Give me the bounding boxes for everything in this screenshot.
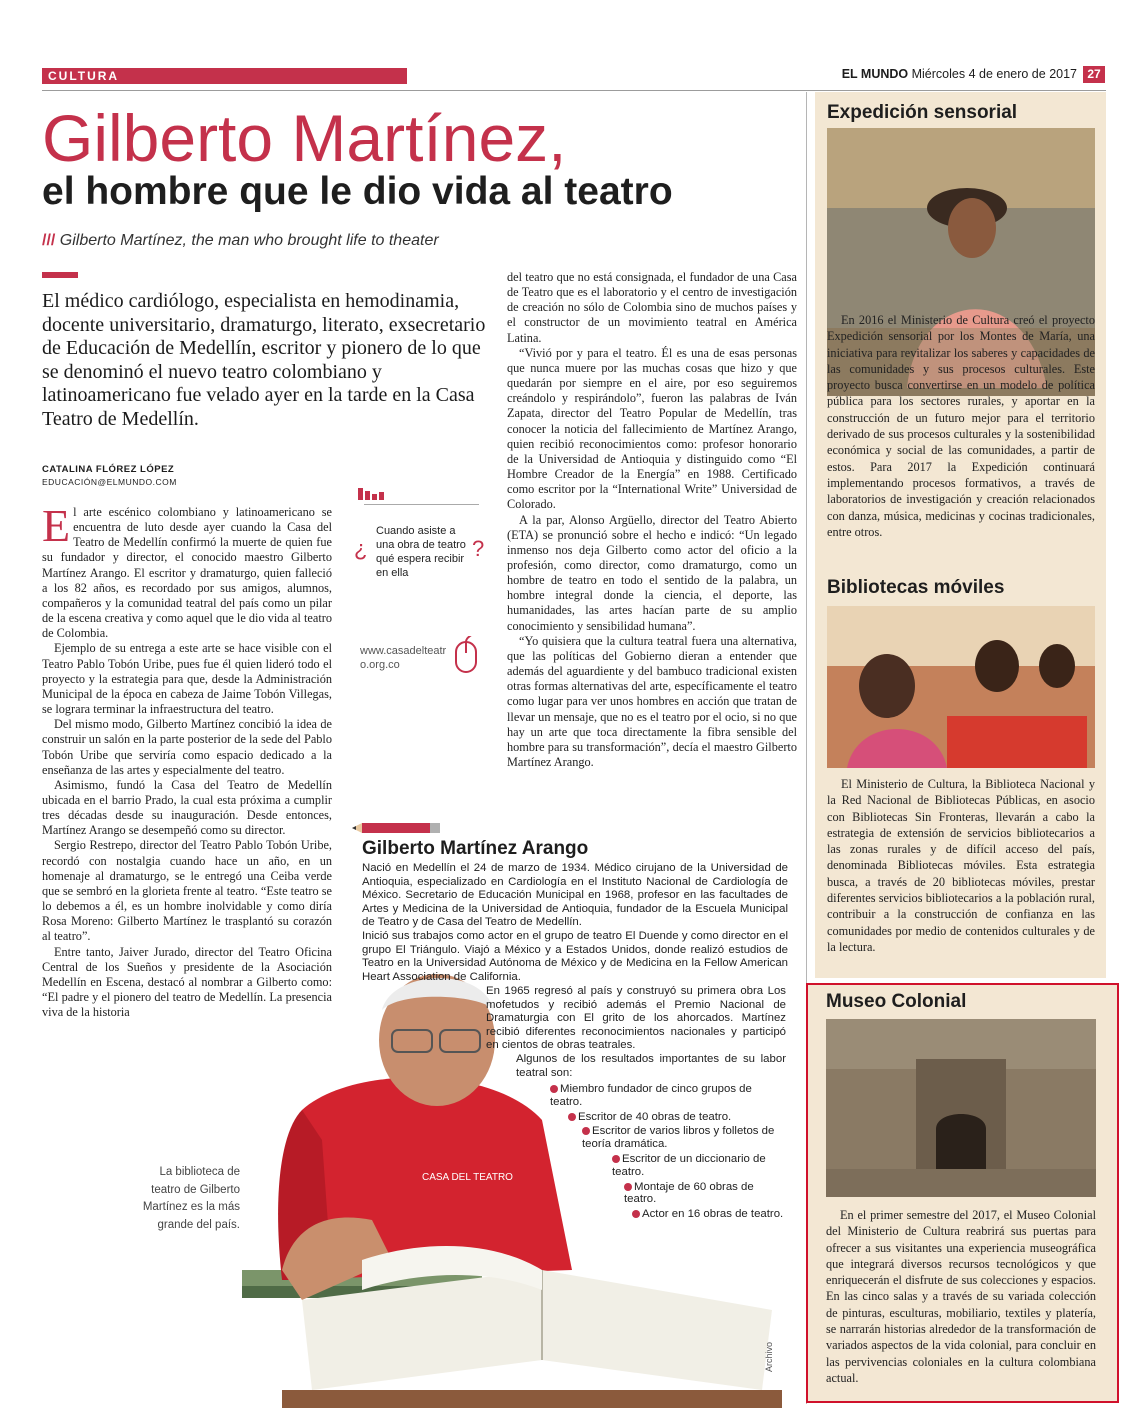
- achievement-item: [550, 1111, 786, 1124]
- subtitle-text: Gilberto Martínez, the man who brought life to theater: [59, 232, 439, 249]
- reader-question-box: [354, 486, 484, 676]
- article-column-2: [507, 270, 797, 770]
- achievement-item: [550, 1181, 786, 1207]
- shirt-logo-text: CASA DEL TEATRO: [422, 1172, 513, 1183]
- museo-colonial-box: [806, 983, 1119, 1403]
- bibliotecas-text: [827, 776, 1095, 955]
- paragraph: Ejemplo de su entrega a este arte se hace visible con el Teatro Pablo Tobón Uribe, pues fue él quien lideró todo el proyecto y la estrategia para que, desde la Administración Municipal de la época en cabeza de Jaime Tobón Villegas, se lograra terminar la infraestructura del teatro.: [42, 641, 332, 717]
- museo-text: [826, 1207, 1096, 1386]
- header-rule: [42, 90, 1106, 91]
- pencil-icon: [352, 822, 442, 834]
- museo-paragraph: En el primer semestre del 2017, el Museo Colonial del Ministerio de Cultura reabrirá sus puertas para ofrecer a sus visitantes una experiencia museográfica que integrará diversos recursos tecnológicos y que enriquecerán el disfrute de sus colecciones y espacios. En las cinco salas y a través de su variada colección de pinturas, esculturas, mobiliario, textiles y platería, se narrarán historias alrededor de la transformación de variados aspectos de la vida colonial, para concluir en las pervivencias coloniales en la cultura colombiana actual.: [826, 1208, 1096, 1385]
- photo-credit: Archivo: [764, 1341, 774, 1372]
- achievement-text: Escritor de un diccionario de teatro.: [612, 1152, 766, 1178]
- author-email: EDUCACIÓN@ELMUNDO.COM: [42, 477, 177, 487]
- subtitle-marker: ///: [42, 232, 56, 249]
- english-subtitle: [42, 232, 439, 250]
- drop-cap: E: [42, 500, 71, 551]
- achievement-text: Escritor de varios libros y folletos de teoría dramática.: [582, 1125, 775, 1151]
- achievement-text: Montaje de 60 obras de teatro.: [624, 1180, 754, 1206]
- achievements-list: [550, 1083, 786, 1221]
- paragraph: “Vivió por y para el teatro. Él es una de esas personas que nunca muere por las muchas cosas que hizo y que quedarán por siempre en el aire, por eso seguiremos creándolo y respirándolo”, fueron las palabras de Iván Zapata, director del Teatro Popular de Medellín, tras conocer la noticia del fallecimiento de Martínez Arango, quien recibió reconocimientos como: profesor honorario de la Universidad de Antioquia y distinguido como “El Hombre Creador de la Energía” en 1988. Certificado como escritor por la “International Write” Universidad de Colorado.: [507, 345, 797, 512]
- paragraph: Asimismo, fundó la Casa del Teatro de Medellín ubicada en el barrio Prado, la cual esta próxima a cumplir tres décadas desde su inauguración. Desde entonces, Martínez Arango se desempeñó como su director.: [42, 777, 332, 838]
- paragraph: “Yo quisiera que la cultura teatral fuera una alternativa, que las políticas del Gobierno dieran a entender que además del aguardiente y del bambuco tradicional existen otras formas alternativas del arte, específicamente el teatro como lugar para ver unos hombres en acción que tratan de llevar un mensaje, que no es el teatro por el ocio, si no que hay un arte que toca directamente la fibra sensible del hombre para su transformación”, decía el maestro Gilberto Martínez Arango.: [507, 633, 797, 769]
- website-link[interactable]: www.casadelteatro.org.co: [360, 645, 447, 671]
- bio-text-2: [486, 985, 786, 1080]
- paragraph: Entre tanto, Jaiver Jurado, director del Teatro Oficina Central de los Sueños y presidente de la Asociación Medellín en Escena, destacó al nombrar a Gilberto como: “El padre y el pionero del teatro de Medellín. La presencia viva de la historia: [42, 944, 332, 1020]
- bio-paragraph: Inició sus trabajos como actor en el grupo de teatro El Duende y como director en el grupo El Triángulo. Viajó a México y a Estados Unidos, donde realizó estudios de Teatro en la Universidad Autónoma de México y de Medicina en la Fellow American Heart Association de California.: [362, 929, 788, 983]
- paragraph: del teatro que no está consignada, el fundador de una Casa de Teatro que es el laboratorio y el centro de investigación de creación no sólo de Colombia sino de muchos países y el constructor de un movimiento teatral en América Latina.: [507, 270, 797, 345]
- headline-line-1: Gilberto Martínez,: [42, 101, 567, 175]
- expedicion-paragraph: En 2016 el Ministerio de Cultura creó el proyecto Expedición sensorial por los Montes de María, una iniciativa para revitalizar los saberes y capacidades de las comunidades y sus procesos culturales. Este proyecto busca convertirse en un modelo de política pública para los sectores rurales, y aportar en la construcción de un futuro mejor para el territorio derivado de sus procesos culturales y la sostenibilidad económica y social de las comunidades, a partir de estos. Para 2017 la Expedición continuará implementando procesos formativos, a través de laboratorios de investigación y creación relacionados con danza, música, medicinas y cocinas tradicionales, entre otros.: [827, 313, 1095, 539]
- reader-question: Cuando asiste a una obra de teatro qué espera recibir en ella: [376, 525, 466, 579]
- achievement-item: [550, 1125, 786, 1151]
- lead-accent-bar: [42, 272, 78, 278]
- bullet-icon: [582, 1127, 590, 1135]
- bibliotecas-title: Bibliotecas móviles: [827, 577, 1005, 598]
- question-open-mark: ¿: [354, 536, 368, 561]
- headline-line-2: el hombre que le dio vida al teatro: [42, 170, 673, 213]
- bio-title: Gilberto Martínez Arango: [362, 838, 589, 859]
- lead-paragraph: El médico cardiólogo, especialista en hemodinamia, docente universitario, dramaturgo, literato, exsecretario de Educación de Medellín, escritor y pionero de lo que se denominó el nuevo teatro colombiano y latinoamericano fue velado ayer en la tarde en la Casa Teatro de Medellín.: [42, 290, 486, 430]
- mouse-icon: [454, 636, 478, 674]
- issue-date: Miércoles 4 de enero de 2017: [911, 67, 1077, 81]
- achievement-item: [550, 1153, 786, 1179]
- bio-text-1: [362, 862, 788, 984]
- paragraph: [42, 500, 332, 641]
- newspaper-name: EL MUNDO: [841, 67, 909, 81]
- byline: [42, 464, 177, 488]
- bullet-icon: [568, 1113, 576, 1121]
- bio-paragraph: Nació en Medellín el 24 de marzo de 1934. Médico cirujano de la Universidad de Antioquia, especializado en Cardiología en el Instituto Nacional de Cardiología de México. Secretario de Educación Municipal en 1968, profesor en las facultades de Artes y Medicina de la Universidad de Antioquia, fundador de la Escuela Municipal de Teatro y de Casa del Teatro de Medellín.: [362, 862, 788, 929]
- bibliotecas-paragraph: El Ministerio de Cultura, la Biblioteca Nacional y la Red Nacional de Bibliotecas Públicas, en asocio con Bibliotecas Sin Fronteras, llevarán a cabo la estrategia de extensión de servicios bibliotecarios a las zonas rurales y de difícil acceso del país, denominada Bibliotecas móviles. Esta estrategia busca, a través de 20 bibliotecas móviles, prestar diferentes servicios bibliotecarios a la población rural, contribuir a la construcción de confianza en las comunidades por medio de contenidos culturales y de la lectura.: [827, 777, 1095, 954]
- bio-paragraph: Algunos de los resultados importantes de su labor teatral son:: [516, 1052, 786, 1079]
- paragraph: Sergio Restrepo, director del Teatro Pablo Tobón Uribe, recordó con nostalgia cuando hace un año, en un homenaje al dramaturgo, se le entregó una Ceiba verde que se sembró en la glorieta frente al teatro. “Este teatro se lo debemos a él, es un hombre inolvidable y como diría Rosa Moreno: Gilberto Martínez le trasplantó su corazón al teatro”.: [42, 838, 332, 944]
- section-tag: CULTURA: [42, 68, 407, 84]
- bullet-icon: [550, 1085, 558, 1093]
- expedicion-text: [827, 312, 1095, 540]
- museo-photo: [826, 1019, 1096, 1197]
- museo-title: Museo Colonial: [826, 991, 967, 1012]
- achievement-text: Escritor de 40 obras de teatro.: [578, 1110, 732, 1123]
- masthead: [815, 66, 1077, 82]
- author-name: CATALINA FLÓREZ LÓPEZ: [42, 464, 175, 475]
- photo-caption: La biblioteca de teatro de Gilberto Martínez es la más grande del país.: [142, 1166, 240, 1231]
- bio-paragraph: En 1965 regresó al país y construyó su primera obra Los mofetudos y recibió además el Premio Nacional de Dramaturgia con El grito de los ahorcados. Martínez recibió diferentes reconocimientos nacionales y participó en cientos de obras teatrales.: [486, 985, 786, 1052]
- expedicion-title: Expedición sensorial: [827, 102, 1018, 123]
- bullet-icon: [632, 1210, 640, 1218]
- bullet-icon: [612, 1155, 620, 1163]
- chat-icon: [358, 488, 388, 502]
- article-column-1: [42, 500, 332, 1020]
- achievement-text: Miembro fundador de cinco grupos de teatro.: [550, 1083, 752, 1108]
- paragraph: A la par, Alonso Argüello, director del Teatro Abierto (ETA) se pronunció sobre el hecho e indicó: “Un legado inmenso nos deja Gilberto como actor del oficio a la profesión, como director, como dramaturgo, como un hombre de teatro en todo el sentido de la palabra, un hombre integral donde la ciencia, el deporte, las humanidades, las artes hacían parte de su amplio conocimiento y sensibilidad humana”.: [507, 512, 797, 633]
- question-close-mark: ?: [472, 536, 485, 561]
- sidebar: [815, 92, 1106, 978]
- paragraph: Del mismo modo, Gilberto Martínez concibió la idea de construir un salón en la parte posterior de la sede del Pablo Tobón Uribe que serviría como espacio dedicado a la enseñanza de las artes y especialmente del teatro.: [42, 717, 332, 777]
- achievement-item: [550, 1083, 786, 1109]
- bullet-icon: [624, 1183, 632, 1191]
- achievement-item: [550, 1208, 786, 1221]
- achievement-text: Actor en 16 obras de teatro.: [642, 1208, 784, 1221]
- bibliotecas-photo: [827, 606, 1095, 768]
- paragraph-text: l arte escénico colombiano y latinoamericano se encuentra de luto desde ayer cuando la Casa del Teatro de Medellín confirmó la muerte de quien fue su fundador y director, el conocido maestro Gilberto Martínez Arango. El escritor y dramaturgo, quien falleció a los 82 años, es recordado por sus amigos, alumnos, compañeros y la comunidad teatral del país como un pilar de la escena creativa y como aquel que le dio vida al teatro de Colombia.: [42, 505, 332, 641]
- page-number: 27: [1083, 66, 1105, 83]
- box-divider: [364, 504, 479, 505]
